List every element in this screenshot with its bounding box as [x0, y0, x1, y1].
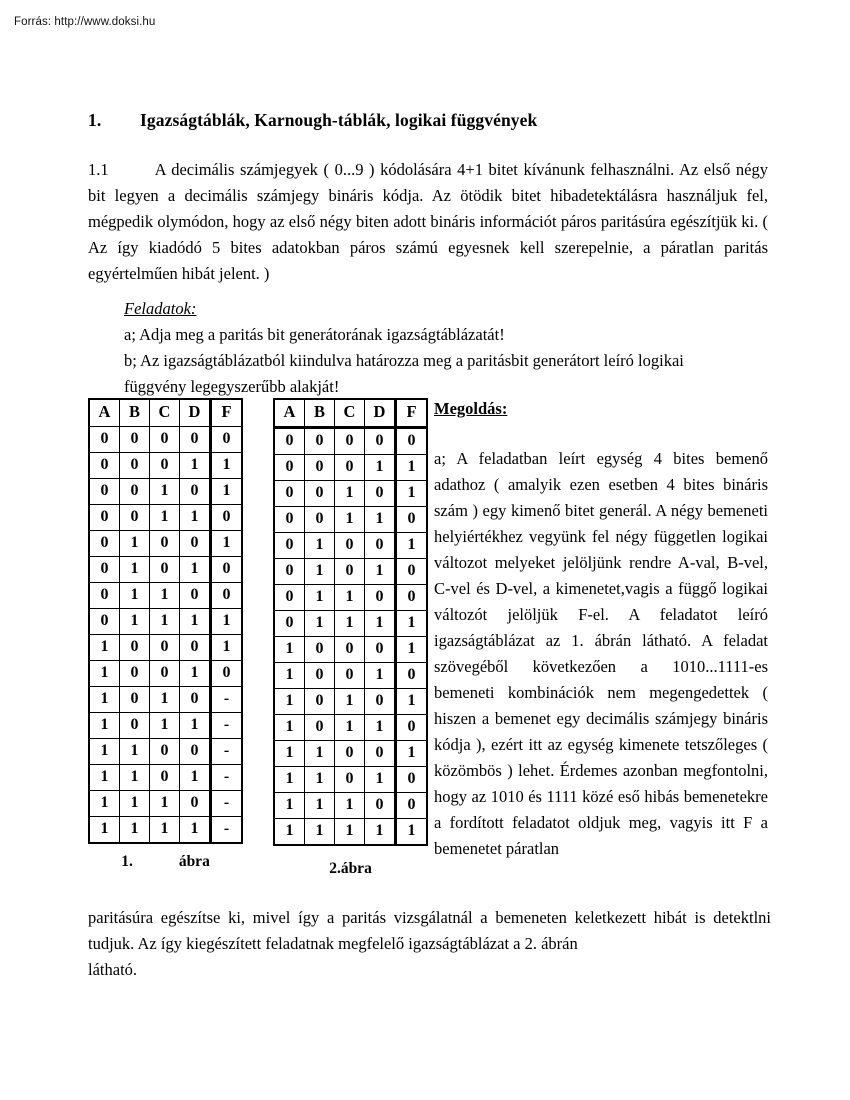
table-cell-b: 1: [305, 793, 335, 819]
table-cell-c: 0: [335, 428, 365, 455]
page-title-text: Igazságtáblák, Karnough-táblák, logikai függvények: [140, 110, 538, 130]
table-cell-f: -: [211, 687, 243, 713]
table-cell-d: 0: [365, 585, 396, 611]
table-cell-a: 1: [274, 637, 305, 663]
table-row: [89, 739, 242, 765]
table-row: [89, 635, 242, 661]
table-cell-b: 0: [305, 663, 335, 689]
table-row: [274, 689, 427, 715]
table-cell-c: 1: [150, 791, 180, 817]
table-cell-f: -: [211, 739, 243, 765]
table-cell-b: 1: [120, 791, 150, 817]
table-cell-a: 1: [274, 663, 305, 689]
table-cell-b: 0: [305, 455, 335, 481]
table-cell-d: 1: [180, 817, 211, 844]
table-cell-d: 0: [180, 479, 211, 505]
table-cell-c: 0: [335, 741, 365, 767]
tasks-heading: Feladatok:: [124, 299, 197, 318]
table-cell-b: 0: [305, 637, 335, 663]
figure-2-caption: 2.ábra: [329, 860, 372, 877]
table-cell-a: 0: [89, 427, 120, 453]
table-cell-a: 1: [89, 713, 120, 739]
column-header-c: C: [150, 399, 180, 427]
table-cell-d: 0: [180, 739, 211, 765]
table-cell-a: 0: [89, 505, 120, 531]
table-cell-d: 0: [180, 427, 211, 453]
table-cell-b: 0: [120, 687, 150, 713]
table-cell-c: 1: [150, 583, 180, 609]
table-cell-a: 1: [274, 715, 305, 741]
table-cell-d: 1: [180, 505, 211, 531]
table-cell-d: 0: [365, 637, 396, 663]
table-row: [274, 559, 427, 585]
table-cell-f: 0: [396, 767, 428, 793]
table-cell-b: 1: [305, 767, 335, 793]
table-cell-a: 0: [89, 557, 120, 583]
table-cell-b: 1: [305, 741, 335, 767]
table-row: [274, 481, 427, 507]
solution-body: a; A feladatban leírt egység 4 bites bemenő adathoz ( amalyik ezen esetben 4 bites bináris szám ) egy kimenő bitet generál. A négy bemeneti helyiértékhez vegyünk fel négy független logikai változot melyeket jelöljünk rendre A-val, B-vel, C-vel és D-vel, a kimenetet,vagis a függő logikai változót jelöljük F-el. A feladatot leíró igazságtáblázat az 1. ábrán látható. A feladat szövegéből következően a 1010...1111-es bemeneti kombinációk nem megengedettek ( hiszen a bemenet egy decimális számjegy bináris kódja ), ezért itt az egység kimenete tetszőleges ( közömbös ) lehet. Érdemes azonban megfontolni, hogy az 1010 és 1111 közé eső hibás bemenetekre a fordított feladatot oldjuk meg, vagyis itt F a bemenetet páratlan: [434, 449, 768, 858]
table-row: [274, 715, 427, 741]
table-cell-c: 1: [335, 585, 365, 611]
table-cell-c: 1: [150, 479, 180, 505]
table-cell-c: 0: [150, 739, 180, 765]
table-cell-a: 0: [274, 481, 305, 507]
table-cell-b: 0: [120, 635, 150, 661]
table-cell-f: 0: [211, 505, 243, 531]
table-row: [274, 819, 427, 846]
table-row: [89, 427, 242, 453]
column-header-f: F: [211, 399, 243, 427]
table-cell-a: 1: [274, 767, 305, 793]
table-cell-c: 1: [150, 505, 180, 531]
table-row: [274, 533, 427, 559]
table-cell-d: 1: [365, 455, 396, 481]
table-cell-d: 1: [180, 765, 211, 791]
table-cell-f: 0: [396, 507, 428, 533]
table-cell-a: 0: [274, 428, 305, 455]
table-cell-a: 0: [89, 609, 120, 635]
table-cell-c: 0: [335, 533, 365, 559]
task-item-b: b; Az igazságtáblázatból kiindulva határozza meg a paritásbit generátort leíró logikai: [124, 351, 684, 370]
table-cell-a: 1: [89, 661, 120, 687]
table-cell-d: 0: [365, 741, 396, 767]
page-title: [88, 110, 768, 131]
table-cell-c: 1: [335, 507, 365, 533]
table-cell-a: 0: [89, 453, 120, 479]
table-cell-d: 0: [180, 635, 211, 661]
table-row: [274, 455, 427, 481]
table-cell-c: 0: [150, 661, 180, 687]
table-cell-f: 0: [396, 585, 428, 611]
column-header-d: D: [180, 399, 211, 427]
table-cell-f: 1: [211, 635, 243, 661]
table-cell-d: 0: [365, 533, 396, 559]
table-cell-d: 0: [365, 793, 396, 819]
intro-paragraph: [88, 157, 768, 287]
intro-text: A decimális számjegyek ( 0...9 ) kódolására 4+1 bitet kívánunk felhasználni. Az első négy bit legyen a decimális számjegy bináris kódja. Az ötödik bitet hibadetektálásra használjuk fel, mégpedik olymódon, hogy az első négy biten adott bináris információt páros paritásúra egészítjük ki. ( Az így kiadódó 5 bites adatokban páros számú egyesnek kell szerepelnie, a páratlan paritás egyértelműen hibát jelent. ): [88, 160, 768, 283]
table-cell-b: 1: [120, 583, 150, 609]
table-cell-b: 1: [120, 739, 150, 765]
table-cell-b: 0: [120, 505, 150, 531]
figure-1-caption: [88, 853, 243, 871]
table-cell-a: 0: [89, 531, 120, 557]
table-row: [89, 791, 242, 817]
table-cell-a: 1: [274, 819, 305, 846]
table-cell-c: 0: [335, 559, 365, 585]
table-row: [89, 453, 242, 479]
table-cell-d: 1: [365, 819, 396, 846]
table-cell-d: 1: [180, 713, 211, 739]
table-cell-f: 0: [396, 715, 428, 741]
table-cell-c: 1: [150, 713, 180, 739]
table-cell-b: 0: [120, 713, 150, 739]
table-cell-b: 1: [305, 559, 335, 585]
table-cell-f: 1: [396, 481, 428, 507]
table-cell-f: 0: [396, 559, 428, 585]
table-cell-b: 0: [120, 479, 150, 505]
table-row: [274, 741, 427, 767]
intro-number: 1.1: [88, 160, 109, 179]
column-header-a: A: [274, 399, 305, 428]
table-row: [274, 585, 427, 611]
table-cell-f: -: [211, 791, 243, 817]
table-cell-c: 1: [335, 611, 365, 637]
table-cell-a: 1: [89, 687, 120, 713]
table-cell-f: 1: [396, 533, 428, 559]
table-cell-c: 1: [335, 819, 365, 846]
table-cell-b: 1: [305, 533, 335, 559]
table-row: [274, 767, 427, 793]
page-title-number: 1.: [88, 110, 102, 130]
table-cell-c: 0: [335, 767, 365, 793]
table-cell-b: 0: [305, 507, 335, 533]
table-cell-c: 0: [335, 637, 365, 663]
table-cell-f: 0: [396, 793, 428, 819]
table-cell-f: 1: [211, 531, 243, 557]
table-row: [89, 661, 242, 687]
table-cell-f: 1: [396, 455, 428, 481]
table-cell-b: 0: [120, 427, 150, 453]
table-cell-d: 1: [180, 557, 211, 583]
table-header-row: [274, 399, 427, 428]
column-header-d: D: [365, 399, 396, 428]
table-cell-d: 1: [365, 507, 396, 533]
table-row: [89, 583, 242, 609]
table-cell-b: 1: [120, 531, 150, 557]
table-cell-d: 1: [365, 767, 396, 793]
figure-2-block: [273, 398, 428, 878]
table-cell-c: 1: [335, 793, 365, 819]
table-row: [89, 609, 242, 635]
table-cell-f: 0: [211, 427, 243, 453]
solution-heading: Megoldás:: [434, 399, 508, 418]
table-cell-d: 0: [365, 481, 396, 507]
table-cell-f: 0: [211, 557, 243, 583]
table-cell-c: 0: [150, 635, 180, 661]
solution-column: [434, 398, 768, 862]
table-row: [89, 687, 242, 713]
truth-table-1: [88, 398, 243, 844]
table-cell-b: 1: [305, 611, 335, 637]
table-cell-c: 1: [150, 817, 180, 844]
table-cell-a: 1: [89, 765, 120, 791]
table-cell-d: 1: [365, 611, 396, 637]
table-cell-d: 0: [180, 531, 211, 557]
column-header-a: A: [89, 399, 120, 427]
table-cell-d: 0: [365, 689, 396, 715]
table-cell-f: -: [211, 765, 243, 791]
table-cell-c: 1: [150, 687, 180, 713]
table-cell-a: 0: [274, 533, 305, 559]
table-cell-d: 1: [180, 453, 211, 479]
table-cell-a: 1: [274, 741, 305, 767]
table-cell-a: 0: [274, 559, 305, 585]
table-cell-b: 1: [120, 609, 150, 635]
table-cell-a: 0: [274, 611, 305, 637]
table-cell-c: 0: [150, 765, 180, 791]
source-url-header: Forrás: http://www.doksi.hu: [14, 16, 156, 28]
table-cell-f: 1: [396, 689, 428, 715]
table-cell-f: 1: [396, 611, 428, 637]
table-cell-a: 0: [274, 455, 305, 481]
table-cell-c: 1: [150, 609, 180, 635]
table-cell-b: 1: [120, 817, 150, 844]
table-row: [89, 817, 242, 844]
table-cell-f: 1: [211, 453, 243, 479]
table-cell-a: 1: [274, 793, 305, 819]
table-cell-b: 0: [120, 453, 150, 479]
column-header-b: B: [120, 399, 150, 427]
document-content: [88, 110, 768, 400]
table-cell-b: 1: [120, 557, 150, 583]
table-cell-d: 0: [180, 791, 211, 817]
table-cell-f: 1: [396, 637, 428, 663]
table-cell-d: 0: [180, 583, 211, 609]
table-cell-c: 1: [335, 689, 365, 715]
table-cell-f: 1: [396, 819, 428, 846]
table-cell-f: 0: [211, 661, 243, 687]
table-cell-d: 0: [180, 687, 211, 713]
table-cell-b: 0: [305, 428, 335, 455]
table-cell-d: 1: [180, 661, 211, 687]
figure-1-caption-word: ábra: [178, 853, 210, 870]
table-row: [274, 507, 427, 533]
table-cell-c: 0: [335, 663, 365, 689]
task-item-a: a; Adja meg a paritás bit generátorának igazságtáblázatát!: [124, 325, 505, 344]
table-cell-c: 0: [335, 455, 365, 481]
table-row: [274, 663, 427, 689]
table-cell-d: 1: [365, 663, 396, 689]
table-cell-b: 0: [120, 661, 150, 687]
table-cell-a: 0: [274, 507, 305, 533]
closing-text: paritásúra egészítse ki, mivel így a paritás vizsgálatnál a bemeneten keletkezett hibát is detektlni tudjuk. Az így kiegészített feladatnak megfelelő igazságtáblázat a 2. ábrán: [88, 908, 771, 953]
table-cell-a: 1: [89, 817, 120, 844]
table-row: [274, 611, 427, 637]
table-cell-f: -: [211, 713, 243, 739]
table-cell-c: 0: [150, 557, 180, 583]
table-cell-d: 1: [365, 715, 396, 741]
table-cell-c: 1: [335, 481, 365, 507]
table-cell-c: 0: [150, 453, 180, 479]
table-row: [89, 765, 242, 791]
column-header-f: F: [396, 399, 428, 428]
table-row: [89, 557, 242, 583]
task-item-b-continuation: függvény legegyszerűbb alakját!: [124, 377, 340, 396]
table-cell-d: 1: [180, 609, 211, 635]
table-row: [89, 713, 242, 739]
table-row: [89, 505, 242, 531]
table-cell-d: 1: [365, 559, 396, 585]
column-header-c: C: [335, 399, 365, 428]
figure-1-block: [88, 398, 243, 871]
table-cell-f: 1: [211, 609, 243, 635]
table-cell-b: 0: [305, 481, 335, 507]
figure-1-caption-number: 1.: [121, 853, 133, 870]
table-cell-b: 0: [305, 689, 335, 715]
table-cell-f: -: [211, 817, 243, 844]
table-row: [274, 428, 427, 455]
table-cell-c: 0: [150, 531, 180, 557]
closing-tail: látható.: [88, 960, 138, 979]
table-cell-b: 1: [305, 819, 335, 846]
table-cell-a: 0: [89, 479, 120, 505]
table-cell-c: 0: [150, 427, 180, 453]
table-row: [274, 637, 427, 663]
table-cell-f: 0: [211, 583, 243, 609]
table-row: [89, 479, 242, 505]
table-cell-a: 1: [89, 791, 120, 817]
table-row: [89, 531, 242, 557]
table-cell-f: 1: [396, 741, 428, 767]
table-cell-a: 1: [89, 739, 120, 765]
table-row: [274, 793, 427, 819]
table-cell-a: 1: [89, 635, 120, 661]
table-cell-a: 1: [274, 689, 305, 715]
closing-paragraph: [88, 905, 771, 983]
column-header-b: B: [305, 399, 335, 428]
table-cell-b: 0: [305, 715, 335, 741]
table-cell-c: 1: [335, 715, 365, 741]
table-cell-f: 0: [396, 428, 428, 455]
table-cell-b: 1: [305, 585, 335, 611]
truth-table-2: [273, 398, 428, 846]
table-cell-b: 1: [120, 765, 150, 791]
table-cell-a: 0: [274, 585, 305, 611]
table-cell-a: 0: [89, 583, 120, 609]
table-header-row: [89, 399, 242, 427]
table-cell-f: 1: [211, 479, 243, 505]
table-cell-d: 0: [365, 428, 396, 455]
table-cell-f: 0: [396, 663, 428, 689]
